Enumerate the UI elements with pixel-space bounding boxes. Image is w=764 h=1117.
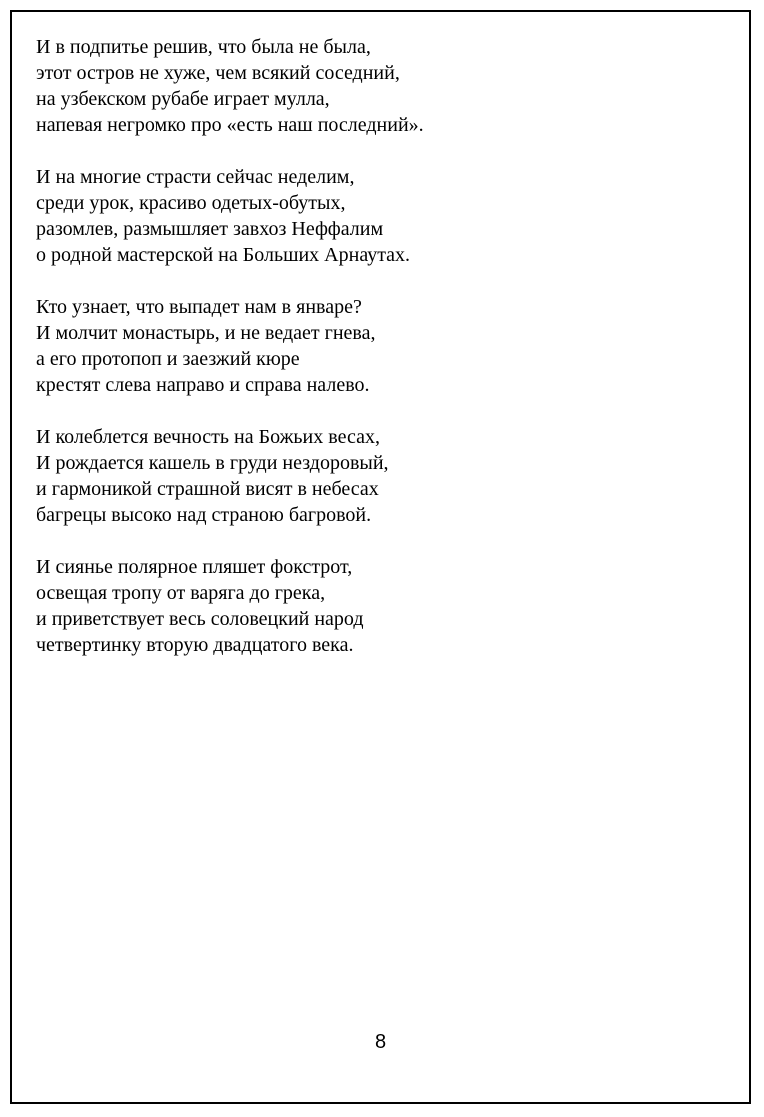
poem-line: крестят слева направо и справа налево. xyxy=(36,374,370,396)
poem-line: напевая негромко про «есть наш последний». xyxy=(36,114,424,136)
stanza-4 xyxy=(36,424,726,528)
stanza-2 xyxy=(36,164,726,268)
stanza-3 xyxy=(36,294,726,398)
stanza-1 xyxy=(36,34,726,138)
poem-line: И сиянье полярное пляшет фокстрот, xyxy=(36,556,353,578)
poem-line: Кто узнает, что выпадет нам в январе? xyxy=(36,296,362,318)
poem-line: И на многие страсти сейчас неделим, xyxy=(36,166,355,188)
poem-line: на узбекском рубабе играет мулла, xyxy=(36,88,330,110)
poem-line: четвертинку вторую двадцатого века. xyxy=(36,634,354,656)
document-page xyxy=(10,10,751,1104)
poem-line: И молчит монастырь, и не ведает гнева, xyxy=(36,322,376,344)
poem-line: среди урок, красиво одетых-обутых, xyxy=(36,192,346,214)
poem-line: разомлев, размышляет завхоз Неффалим xyxy=(36,218,384,240)
poem-line: И в подпитье решив, что была не была, xyxy=(36,36,371,58)
poem-line: и гармоникой страшной висят в небесах xyxy=(36,478,379,500)
poem-line: о родной мастерской на Больших Арнаутах. xyxy=(36,244,411,266)
poem-line: а его протопоп и заезжий кюре xyxy=(36,348,300,370)
stanza-5 xyxy=(36,554,726,658)
poem-line: освещая тропу от варяга до грека, xyxy=(36,582,326,604)
poem-line: и приветствует весь соловецкий народ xyxy=(36,608,364,630)
poem-line: этот остров не хуже, чем всякий соседний, xyxy=(36,62,400,84)
page-number: 8 xyxy=(374,1031,387,1053)
poem-line: багрецы высоко над страною багровой. xyxy=(36,504,372,526)
poem-line: И колеблется вечность на Божьих весах, xyxy=(36,426,380,448)
poem-line: И рождается кашель в груди нездоровый, xyxy=(36,452,389,474)
poem-text xyxy=(36,34,726,684)
